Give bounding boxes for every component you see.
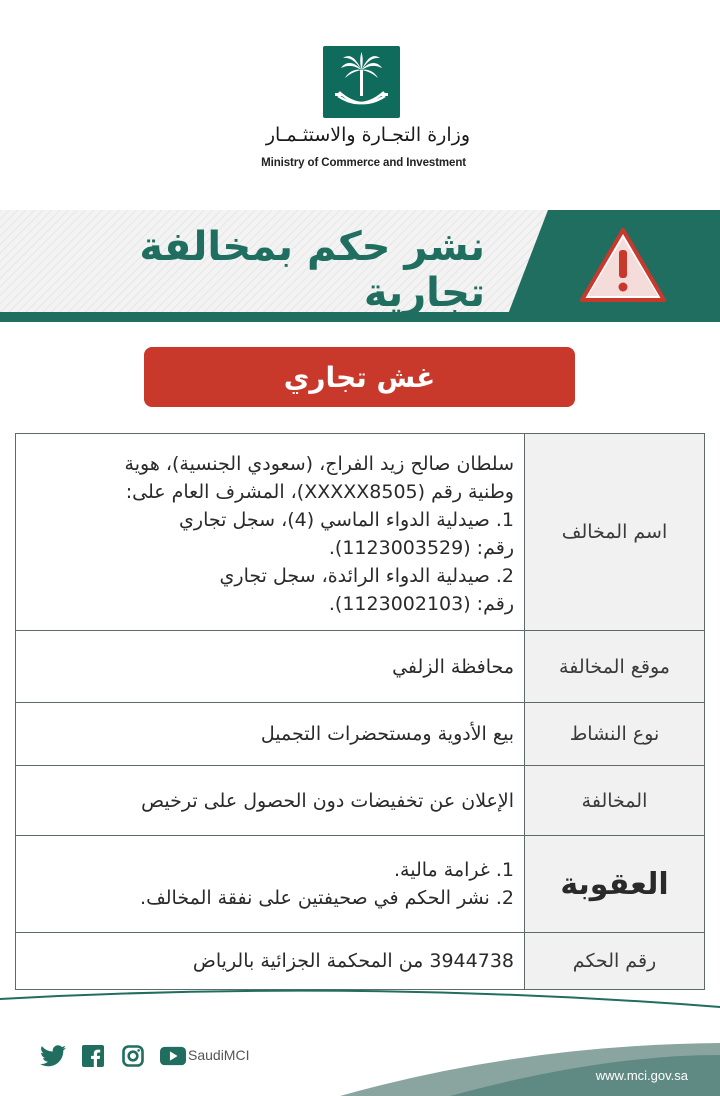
violation-value: الإعلان عن تخفيضات دون الحصول على ترخيص (141, 789, 514, 812)
ministry-logo (323, 46, 400, 118)
website-link[interactable]: www.mci.gov.sa (595, 1068, 688, 1083)
ruling-label: رقم الحكم (524, 933, 704, 989)
ruling-details-table (15, 433, 705, 990)
violation-label: المخالفة (524, 766, 704, 835)
instagram-icon[interactable] (120, 1043, 146, 1069)
violator-line: 2. صيدلية الدواء الرائدة، سجل تجاري (219, 565, 514, 587)
violator-label: اسم المخالف (524, 434, 704, 630)
penalty-value (16, 836, 524, 932)
ministry-name-english: Ministry of Commerce and Investment (261, 157, 466, 169)
penalty-label: العقوبة (524, 836, 704, 932)
social-handle[interactable]: SaudiMCI (188, 1047, 250, 1063)
table-row-activity (16, 702, 704, 765)
violator-line: 1. صيدلية الدواء الماسي (4)، سجل تجاري (179, 509, 514, 531)
palm-swords-emblem-icon (323, 46, 400, 118)
ministry-name-arabic: وزارة التجـارة والاستثـمـار (265, 124, 470, 146)
violation-category-badge (144, 347, 575, 407)
table-row-violator (16, 434, 704, 630)
table-row-location (16, 630, 704, 702)
violator-line: رقم: (1123002103). (328, 593, 514, 615)
table-row-ruling (16, 932, 704, 989)
youtube-icon[interactable] (160, 1043, 186, 1069)
table-row-violation (16, 765, 704, 835)
facebook-icon[interactable] (80, 1043, 106, 1069)
banner-title: نشر حكم بمخالفة تجارية (139, 224, 485, 316)
activity-value: بيع الأدوية ومستحضرات التجميل (260, 723, 514, 745)
violation-category-label: غش تجاري (283, 360, 436, 394)
twitter-icon[interactable] (40, 1043, 66, 1069)
violator-line: رقم: (1123003529). (328, 537, 514, 559)
ruling-value: 3944738 من المحكمة الجزائية بالرياض (192, 950, 514, 972)
violator-line: سلطان صالح زيد الفراج، (سعودي الجنسية)، هوية (124, 453, 514, 475)
social-links (40, 1043, 186, 1069)
activity-label: نوع النشاط (524, 703, 704, 765)
location-label: موقع المخالفة (524, 631, 704, 702)
warning-triangle-icon (578, 226, 668, 304)
penalty-line: 2. نشر الحكم في صحيفتين على نفقة المخالف. (140, 887, 514, 909)
location-value: محافظة الزلفي (392, 655, 514, 678)
violator-line: وطنية رقم (XXXXX8505)، المشرف العام على: (125, 481, 514, 503)
violator-value (16, 434, 524, 630)
table-row-penalty (16, 835, 704, 932)
penalty-line: 1. غرامة مالية. (394, 859, 514, 881)
